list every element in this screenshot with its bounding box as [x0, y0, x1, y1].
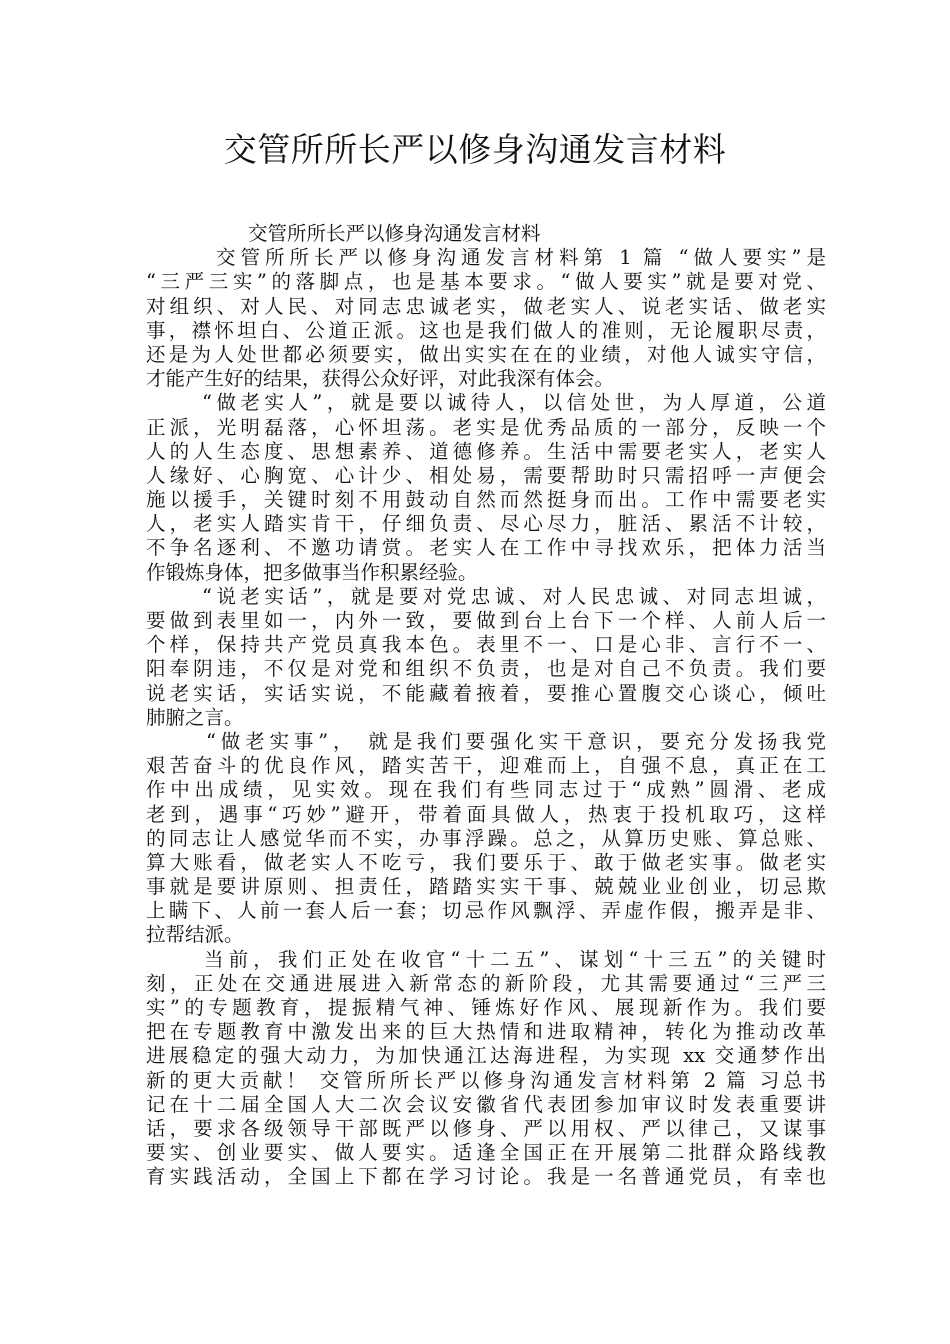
body-line: “三严三实”的落脚点，也是基本要求。“做人要实”就是要对党、 [146, 270, 826, 294]
body-line: 老到，遇事“巧妙”避开，带着面具做人，热衷于投机取巧，这样 [146, 802, 826, 826]
body-line: 把在专题教育中激发出来的巨大热情和进取精神，转化为推动改革 [146, 1020, 826, 1044]
body-line: 人缘好、心胸宽、心计少、相处易，需要帮助时只需招呼一声便会 [146, 463, 826, 487]
body-line: 新的更大贡献！ 交管所所长严以修身沟通发言材料第 2 篇 习总书 [146, 1068, 826, 1092]
body-line: 阳奉阴违，不仅是对党和组织不负责，也是对自己不负责。我们要 [146, 657, 826, 681]
body-line: 个样，保持共产党员真我本色。表里不一、口是心非、言行不一、 [146, 633, 826, 657]
body-line: 算大账看，做老实人不吃亏，我们要乐于、敢于做老实事。做老实 [146, 850, 826, 874]
body-line: 人，老实人踏实肯干，仔细负责、尽心尽力，脏活、累活不计较， [146, 512, 826, 536]
body-line: 要实、创业要实、做人要实。适逢全国正在开展第二批群众路线教 [146, 1141, 826, 1165]
document-body [146, 222, 826, 1190]
body-line: 说老实话，实话实说，不能藏着掖着，要推心置腹交心谈心，倾吐 [146, 681, 826, 705]
body-line: 人的人生态度、思想素养、道德修养。生活中需要老实人，老实人 [146, 439, 826, 463]
body-line: 实”的专题教育，提振精气神、锤炼好作风、展现新作为。我们要 [146, 996, 826, 1019]
body-line: 进展稳定的强大动力，为加快通江达海进程，为实现 xx 交通梦作出 [146, 1044, 826, 1068]
body-line: 记在十二届全国人大二次会议安徽省代表团参加审议时发表重要讲 [146, 1092, 826, 1116]
body-line: 话，要求各级领导干部既严以修身、严以用权、严以律己，又谋事 [146, 1116, 826, 1140]
body-line: 才能产生好的结果，获得公众好评，对此我深有体会。 [146, 367, 615, 391]
body-line: 要做到表里如一，内外一致，要做到台上台下一个样、人前人后一 [146, 609, 826, 632]
body-line: 作锻炼身体，把多做事当作积累经验。 [146, 560, 478, 584]
body-line: 还是为人处世都必须要实，做出实实在在的业绩，对他人诚实守信， [146, 342, 826, 366]
body-line: 不争名逐利、不邀功请赏。老实人在工作中寻找欢乐，把体力活当 [146, 536, 826, 560]
body-line: 正派，光明磊落，心怀坦荡。老实是优秀品质的一部分，反映一个 [146, 415, 826, 439]
body-line: 的同志让人感觉华而不实，办事浮躁。总之，从算历史账、算总账、 [146, 826, 826, 850]
body-line: 拉帮结派。 [146, 923, 244, 947]
body-line: “做老实人”，就是要以诚待人，以信处世，为人厚道，公道 [202, 391, 826, 415]
body-line: 交管所所长严以修身沟通发言材料第 1 篇 “做人要实”是 [216, 246, 826, 270]
body-line: 肺腑之言。 [146, 705, 244, 729]
body-line: 施以援手，关键时刻不用鼓动自然而然挺身而出。工作中需要老实 [146, 488, 826, 512]
body-line: 艰苦奋斗的优良作风，踏实苦干，迎难而上，自强不息，真正在工 [146, 754, 826, 778]
body-line: 对组织、对人民、对同志忠诚老实，做老实人、说老实话、做老实 [146, 294, 826, 318]
body-line: 上瞒下、人前一套人后一套；切忌作风飘浮、弄虚作假，搬弄是非、 [146, 899, 826, 923]
document-title: 交管所所长严以修身沟通发言材料 [223, 130, 727, 169]
body-line: 当前，我们正处在收官“十二五”、谋划“十三五”的关键时 [204, 947, 826, 971]
body-line: “做老实事”， 就是我们要强化实干意识，要充分发扬我党 [206, 729, 826, 753]
body-subtitle-line: 交管所所长严以修身沟通发言材料 [248, 222, 541, 245]
body-line: 刻，正处在交通进展进入新常态的新阶段，尤其需要通过“三严三 [146, 971, 826, 995]
body-line: “说老实话”，就是要对党忠诚、对人民忠诚、对同志坦诚， [202, 584, 826, 608]
body-line: 作中出成绩，见实效。现在我们有些同志过于“成熟”圆滑、老成 [146, 778, 826, 802]
body-line: 事就是要讲原则、担责任，踏踏实实干事、兢兢业业创业，切忌欺 [146, 875, 826, 899]
body-line: 育实践活动，全国上下都在学习讨论。我是一名普通党员，有幸也 [146, 1165, 826, 1189]
body-line: 事，襟怀坦白、公道正派。这也是我们做人的准则，无论履职尽责， [146, 318, 826, 342]
